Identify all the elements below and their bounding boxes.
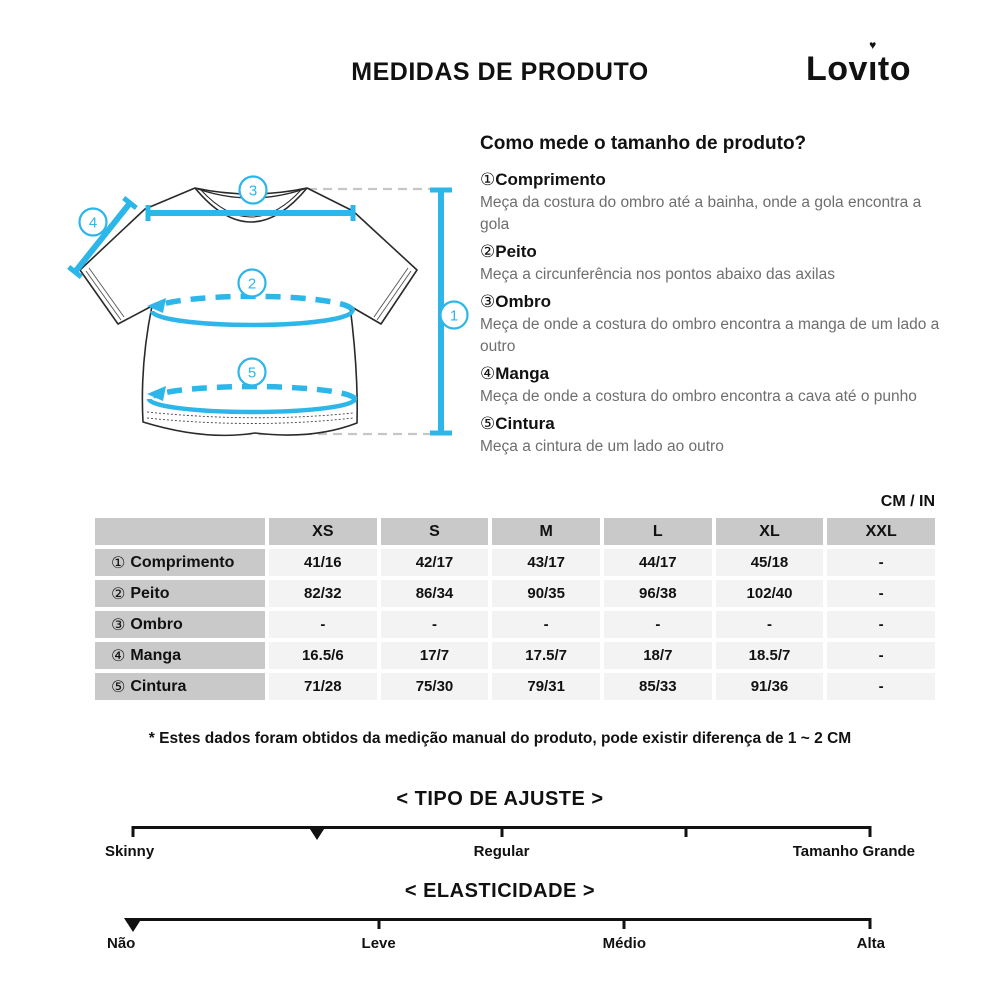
size-value-cell: - xyxy=(492,611,600,638)
size-value-cell: 41/16 xyxy=(269,549,377,576)
size-table xyxy=(95,518,935,700)
size-value-cell: - xyxy=(716,611,824,638)
row-number: ① xyxy=(111,554,126,572)
column-header: XL xyxy=(716,518,824,545)
row-title: Cintura xyxy=(130,677,187,695)
row-label xyxy=(95,642,265,669)
slider-marker xyxy=(308,826,326,840)
slider-tick xyxy=(684,826,687,837)
heart-icon: ♥ xyxy=(869,38,877,52)
slider-tick xyxy=(132,826,135,837)
size-value-cell: - xyxy=(827,673,935,700)
slider-label-regular: Regular xyxy=(473,843,530,860)
slider-tick xyxy=(623,918,626,929)
guide-item-label xyxy=(480,411,942,436)
guide-item-label xyxy=(480,239,942,264)
guide-item xyxy=(480,289,942,358)
slider-label-tamanho grande: Tamanho Grande xyxy=(792,843,915,860)
svg-text:3: 3 xyxy=(248,182,258,200)
guide-item-number: ① xyxy=(480,170,496,189)
guide-item xyxy=(480,167,942,236)
size-value-cell: - xyxy=(269,611,377,638)
row-label xyxy=(95,673,265,700)
size-value-cell: 45/18 xyxy=(716,549,824,576)
guide-item-number: ③ xyxy=(480,292,496,311)
measure-guide xyxy=(480,133,942,461)
row-label xyxy=(95,549,265,576)
tshirt-outline xyxy=(80,188,417,435)
page-title: MEDIDAS DE PRODUTO xyxy=(351,58,649,86)
size-value-cell: 79/31 xyxy=(492,673,600,700)
size-value-cell: 85/33 xyxy=(604,673,712,700)
size-value-cell: 86/34 xyxy=(381,580,489,607)
tshirt-diagram xyxy=(55,160,475,460)
slider-label-leve: Leve xyxy=(361,935,396,952)
row-number: ③ xyxy=(111,616,126,634)
slider-track-line xyxy=(133,918,870,952)
size-value-cell: 91/36 xyxy=(716,673,824,700)
svg-text:2: 2 xyxy=(247,275,257,293)
guide-item-label xyxy=(480,289,942,314)
size-value-cell: 43/17 xyxy=(492,549,600,576)
measurement-disclaimer: * Estes dados foram obtidos da medição manual do produto, pode existir diferença de 1 ~ 2 CM xyxy=(148,730,852,747)
column-header: S xyxy=(381,518,489,545)
row-title: Comprimento xyxy=(130,553,235,571)
guide-item-desc: Meça de onde a costura do ombro encontra a cava até o punho xyxy=(480,388,917,405)
guide-item-desc: Meça a cintura de um lado ao outro xyxy=(480,438,724,455)
column-header: XS xyxy=(269,518,377,545)
row-number: ② xyxy=(111,585,126,603)
diagram-callout-4 xyxy=(80,209,107,236)
column-header: M xyxy=(492,518,600,545)
guide-item-title: Peito xyxy=(495,242,537,261)
size-value-cell: 18.5/7 xyxy=(716,642,824,669)
guide-item-number: ② xyxy=(480,242,496,261)
guide-heading: Como mede o tamanho de produto? xyxy=(480,133,807,154)
elasticity-slider xyxy=(95,918,915,966)
diagram-callout-1 xyxy=(441,302,468,329)
fit-type-slider xyxy=(95,826,915,874)
guide-item-title: Cintura xyxy=(495,414,555,433)
size-value-cell: 44/17 xyxy=(604,549,712,576)
slider-tick xyxy=(500,826,503,837)
size-value-cell: - xyxy=(827,580,935,607)
guide-item-label xyxy=(480,361,942,386)
row-number: ④ xyxy=(111,647,126,665)
column-header: XXL xyxy=(827,518,935,545)
guide-item-number: ⑤ xyxy=(480,414,496,433)
slider-label-alta: Alta xyxy=(856,935,885,952)
size-value-cell: 96/38 xyxy=(604,580,712,607)
size-value-cell: 102/40 xyxy=(716,580,824,607)
guide-item-title: Ombro xyxy=(495,292,551,311)
fit-type-slider-title: < TIPO DE AJUSTE > xyxy=(396,788,604,810)
elasticity-slider-title: < ELASTICIDADE > xyxy=(404,880,596,902)
table-corner-cell xyxy=(95,518,265,545)
unit-label: CM / IN xyxy=(880,493,935,510)
size-value-cell: 71/28 xyxy=(269,673,377,700)
slider-tick xyxy=(869,918,872,929)
guide-item-title: Comprimento xyxy=(495,170,606,189)
svg-text:1: 1 xyxy=(449,307,459,325)
size-value-cell: - xyxy=(827,642,935,669)
guide-item-desc: Meça da costura do ombro até a bainha, onde a gola encontra a gola xyxy=(480,194,922,233)
diagram-callout-2 xyxy=(239,270,266,297)
size-value-cell: 42/17 xyxy=(381,549,489,576)
diagram-callout-3 xyxy=(240,177,267,204)
guide-item xyxy=(480,361,942,408)
row-label xyxy=(95,611,265,638)
row-title: Peito xyxy=(130,584,170,602)
brand-logo: Lovı ♥ to xyxy=(806,38,911,88)
guide-item xyxy=(480,411,942,458)
svg-text:4: 4 xyxy=(88,214,98,232)
size-value-cell: - xyxy=(827,611,935,638)
size-value-cell: - xyxy=(604,611,712,638)
guide-item-desc: Meça a circunferência nos pontos abaixo das axilas xyxy=(480,266,835,283)
guide-item-desc: Meça de onde a costura do ombro encontra a manga de um lado a outro xyxy=(480,316,940,355)
size-value-cell: 17.5/7 xyxy=(492,642,600,669)
size-value-cell: 75/30 xyxy=(381,673,489,700)
size-value-cell: - xyxy=(381,611,489,638)
diagram-callout-5 xyxy=(239,359,266,386)
size-value-cell: 17/7 xyxy=(381,642,489,669)
slider-marker xyxy=(124,918,142,932)
size-value-cell: - xyxy=(827,549,935,576)
guide-item-label xyxy=(480,167,942,192)
size-value-cell: 82/32 xyxy=(269,580,377,607)
guide-item xyxy=(480,239,942,286)
slider-tick xyxy=(377,918,380,929)
row-title: Ombro xyxy=(130,615,183,633)
row-label xyxy=(95,580,265,607)
slider-label-skinny: Skinny xyxy=(105,843,155,860)
size-value-cell: 90/35 xyxy=(492,580,600,607)
slider-label-médio: Médio xyxy=(602,935,646,952)
slider-label-não: Não xyxy=(107,935,136,952)
size-value-cell: 18/7 xyxy=(604,642,712,669)
guide-item-number: ④ xyxy=(480,364,496,383)
guide-item-title: Manga xyxy=(495,364,550,383)
column-header: L xyxy=(604,518,712,545)
size-value-cell: 16.5/6 xyxy=(269,642,377,669)
row-title: Manga xyxy=(130,646,182,664)
row-number: ⑤ xyxy=(111,678,126,696)
svg-text:5: 5 xyxy=(247,364,257,382)
slider-tick xyxy=(869,826,872,837)
